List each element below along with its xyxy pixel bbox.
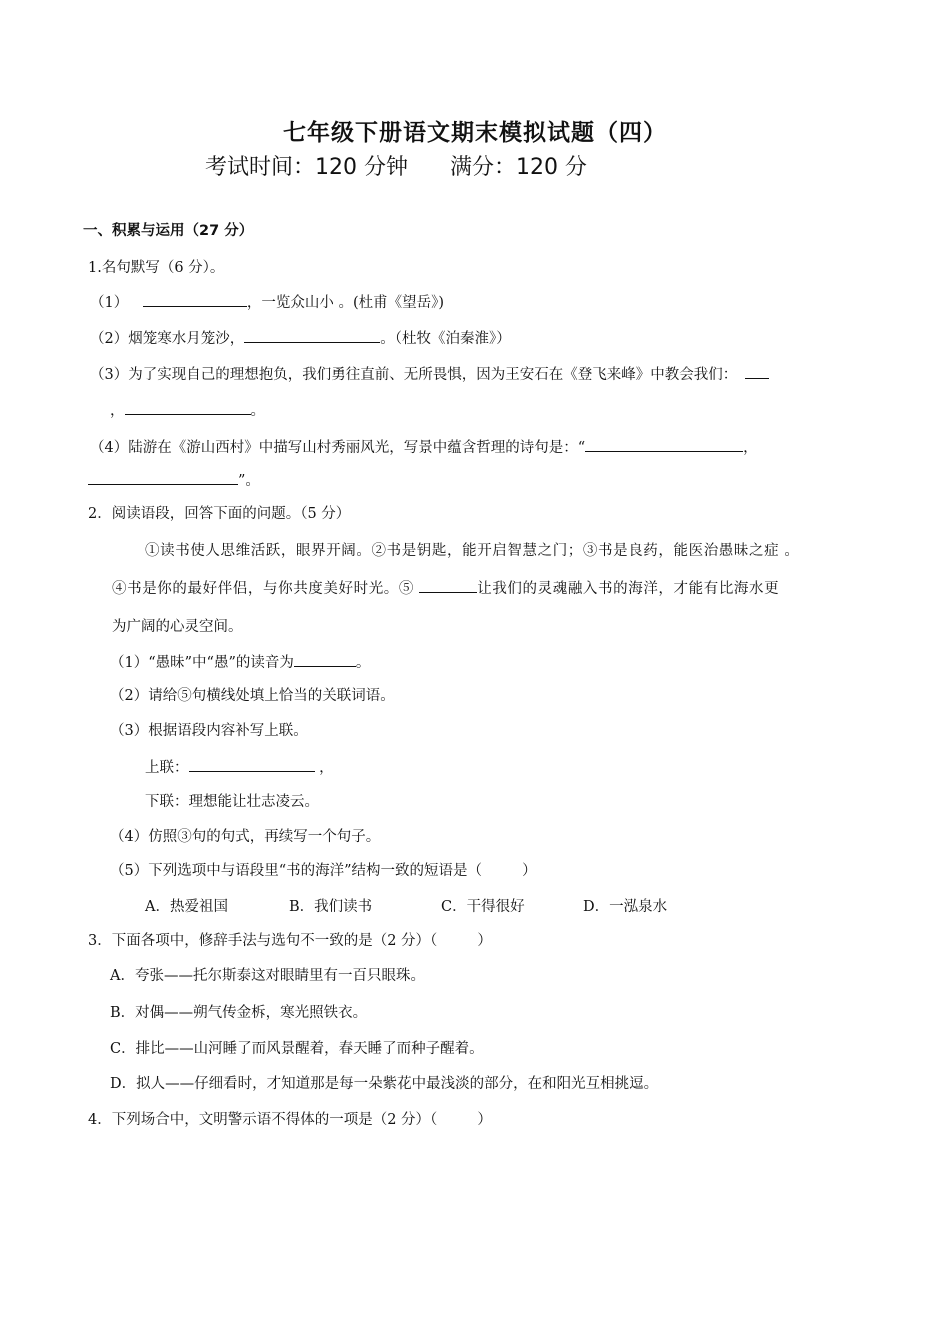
q1-part1-blank[interactable] <box>143 292 247 307</box>
q2-sub1-end: 。 <box>355 655 371 671</box>
q3-option-a[interactable]: A．夸张——托尔斯泰这对眼睛里有一百只眼珠。 <box>110 968 425 984</box>
q2-sub4: （4）仿照③句的句式，再续写一个句子。 <box>110 829 381 845</box>
q2-sub1-blank[interactable] <box>294 652 356 667</box>
q2-sub5 <box>110 861 537 881</box>
q2-passage-line1: ①读书使人思维活跃，眼界开阔。②书是钥匙，能开启智慧之门；③书是良药，能医治愚昧之症 。 <box>145 543 800 559</box>
option-b[interactable]: B．我们读书 <box>289 899 373 915</box>
q2-passage-line2b: 让我们的灵魂融入书的海洋，才能有比海水更 <box>477 581 780 597</box>
q2-sub2: （2）请给⑤句横线处填上恰当的关联词语。 <box>110 688 395 704</box>
q2-sub3-upper-end: ， <box>314 760 334 776</box>
q1-part4 <box>90 437 758 458</box>
q3-option-b[interactable]: B．对偶——朔气传金柝，寒光照铁衣。 <box>110 1005 368 1021</box>
q2-sub1 <box>110 652 370 673</box>
q1-part2-tail: 。（杜牧《泊秦淮》） <box>380 331 511 347</box>
q2-sub3-upper-label: 上联： <box>145 760 189 776</box>
q1-part3-end: 。 <box>250 403 265 419</box>
q3-stem-text: 3．下面各项中，修辞手法与选句不一致的是（2 分）（ <box>88 933 438 949</box>
q4-stem-text: 4．下列场合中，文明警示语不得体的一项是（2 分）（ <box>88 1112 438 1128</box>
option-c[interactable]: C．干得很好 <box>441 899 525 915</box>
q2-sub5-end: ） <box>522 863 537 879</box>
q1-part2-blank[interactable] <box>244 328 380 343</box>
q2-sub3-upper-blank[interactable] <box>189 757 315 772</box>
q2-options <box>145 897 667 917</box>
q1-part1-text: ，一览众山小 。(杜甫《望岳》) <box>246 295 445 311</box>
q2-sub1-text: （1）“愚昧”中“愚”的读音为 <box>110 655 294 671</box>
q1-part1 <box>90 292 444 313</box>
q2-sub3-upper <box>145 757 334 778</box>
q3-option-c[interactable]: C．排比——山河睡了而风景醒着，春天睡了而种子醒着。 <box>110 1041 484 1057</box>
q1-part4-text: （4）陆游在《游山西村》中描写山村秀丽风光，写景中蕴含哲理的诗句是：“ <box>90 440 586 456</box>
q4-stem <box>88 1110 492 1130</box>
q1-stem: 1.名句默写（6 分）。 <box>88 260 225 276</box>
exam-info: 考试时间：120 分钟 满分：120 分 <box>205 155 587 180</box>
option-d[interactable]: D．一泓泉水 <box>583 899 668 915</box>
q2-stem: 2．阅读语段，回答下面的问题。（5 分） <box>88 506 351 522</box>
q2-passage-line2 <box>112 578 779 599</box>
q2-sub3: （3）根据语段内容补写上联。 <box>110 723 308 739</box>
q1-part4-blank-a[interactable] <box>585 437 743 452</box>
q1-part1-num: （1） <box>90 295 129 311</box>
q2-passage-blank[interactable] <box>419 578 477 593</box>
q1-part3-text: （3）为了实现自己的理想抱负，我们勇往直前、无所畏惧，因为王安石在《登飞来峰》中教会我们： <box>90 367 738 383</box>
q3-option-d[interactable]: D．拟人——仔细看时，才知道那是每一朵紫花中最浅淡的部分，在和阳光互相挑逗。 <box>110 1076 659 1092</box>
q1-part3-cont <box>110 400 265 421</box>
q1-part3-blank-a[interactable] <box>745 364 769 379</box>
q1-part4-comma: ， <box>743 440 758 456</box>
q2-passage-line2a: ④书是你的最好伴侣，与你共度美好时光。⑤ <box>112 581 420 597</box>
q1-part2 <box>90 328 511 349</box>
q2-sub3-lower: 下联：理想能让壮志凌云。 <box>145 794 319 810</box>
q1-part4-end: ”。 <box>238 473 260 489</box>
q1-part2-text: （2）烟笼寒水月笼沙， <box>90 331 245 347</box>
q1-part3 <box>90 364 769 385</box>
q1-part3-blank-b[interactable] <box>125 400 251 415</box>
page-title: 七年级下册语文期末模拟试题（四） <box>283 119 667 146</box>
q1-part3-comma: ， <box>110 403 125 419</box>
q3-stem-end: ） <box>477 933 492 949</box>
section-heading: 一、积累与运用（27 分） <box>83 223 254 239</box>
q2-sub5-text: （5）下列选项中与语段里“书的海洋”结构一致的短语是（ <box>110 863 483 879</box>
q1-part4-cont <box>88 470 260 491</box>
q4-stem-end: ） <box>477 1112 492 1128</box>
q2-passage-line3: 为广阔的心灵空间。 <box>112 619 243 635</box>
option-a[interactable]: A．热爱祖国 <box>145 899 228 915</box>
q3-stem <box>88 931 492 951</box>
q1-part4-blank-b[interactable] <box>88 470 238 485</box>
